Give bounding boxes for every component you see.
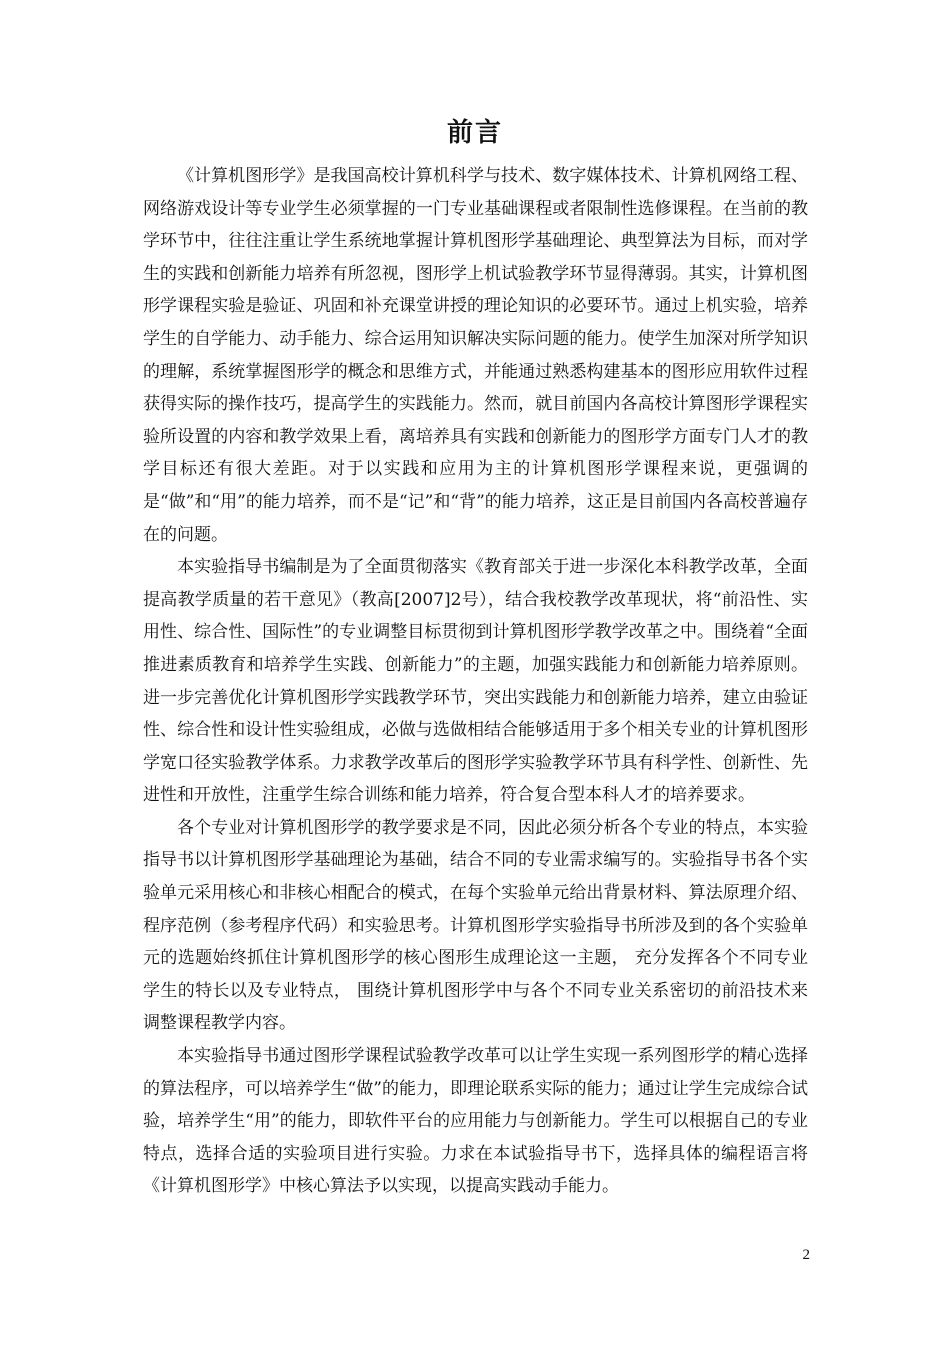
paragraph-4: 本实验指导书通过图形学课程试验教学改革可以让学生实现一系列图形学的精心选择的算法程序，可以培养学生“做”的能力，即理论联系实际的能力；通过让学生完成综合试验，培养学生“用”的能力，即软件平台的应用能力与创新能力。学生可以根据自己的专业特点，选择合适的实验项目进行实验。力求在本试验指导书下，选择具体的编程语言将《计算机图形学》中核心算法予以实现，以提高实践动手能力。 bbox=[143, 1046, 808, 1197]
paragraph-2: 本实验指导书编制是为了全面贯彻落实《教育部关于进一步深化本科教学改革，全面提高教学质量的若干意见》（教高[2007]2号），结合我校教学改革现状，将“前沿性、实用性、综合性、国际性”的专业调整目标贯彻到计算机图形学教学改革之中。围绕着“全面推进素质教育和培养学生实践、创新能力”的主题，加强实践能力和创新能力培养原则。进一步完善优化计算机图形学实践教学环节，突出实践能力和创新能力培养，建立由验证性、综合性和设计性实验组成，必做与选做相结合能够适用于多个相关专业的计算机图形学宽口径实验教学体系。力求教学改革后的图形学实验教学环节具有科学性、创新性、先进性和开放性，注重学生综合训练和能力培养，符合复合型本科人才的培养要求。 bbox=[143, 557, 808, 806]
paragraph-3: 各个专业对计算机图形学的教学要求是不同，因此必须分析各个专业的特点，本实验指导书以计算机图形学基础理论为基础，结合不同的专业需求编写的。实验指导书各个实验单元采用核心和非核心相配合的模式，在每个实验单元给出背景材料、算法原理介绍、程序范例（参考程序代码）和实验思考。计算机图形学实验指导书所涉及到的各个实验单元的选题始终抓住计算机图形学的核心图形生成理论这一主题， 充分发挥各个不同专业学生的特长以及专业特点， 围绕计算机图形学中与各个不同专业关系密切的前沿技术来调整课程教学内容。 bbox=[143, 817, 808, 1034]
page-number: 2 bbox=[802, 1247, 810, 1263]
page-title: 前言 bbox=[446, 118, 503, 148]
paragraph-1: 《计算机图形学》是我国高校计算机科学与技术、数字媒体技术、计算机网络工程、网络游戏设计等专业学生必须掌握的一门专业基础课程或者限制性选修课程。在当前的教学环节中，往往注重让学生系统地掌握计算机图形学基础理论、典型算法为目标，而对学生的实践和创新能力培养有所忽视，图形学上机试验教学环节显得薄弱。其实，计算机图形学课程实验是验证、巩固和补充课堂讲授的理论知识的必要环节。通过上机实验，培养学生的自学能力、动手能力、综合运用知识解决实际问题的能力。使学生加深对所学知识的理解，系统掌握图形学的概念和思维方式，并能通过熟悉构建基本的图形应用软件过程获得实际的操作技巧，提高学生的实践能力。然而，就目前国内各高校计算图形学课程实验所设置的内容和教学效果上看，离培养具有实践和创新能力的图形学方面专门人才的教学目标还有很大差距。对于以实践和应用为主的计算机图形学课程来说，更强调的是“做”和“用”的能力培养，而不是“记”和“背”的能力培养，这正是目前国内各高校普遍存在的问题。 bbox=[143, 166, 808, 545]
body-text bbox=[143, 160, 808, 1203]
